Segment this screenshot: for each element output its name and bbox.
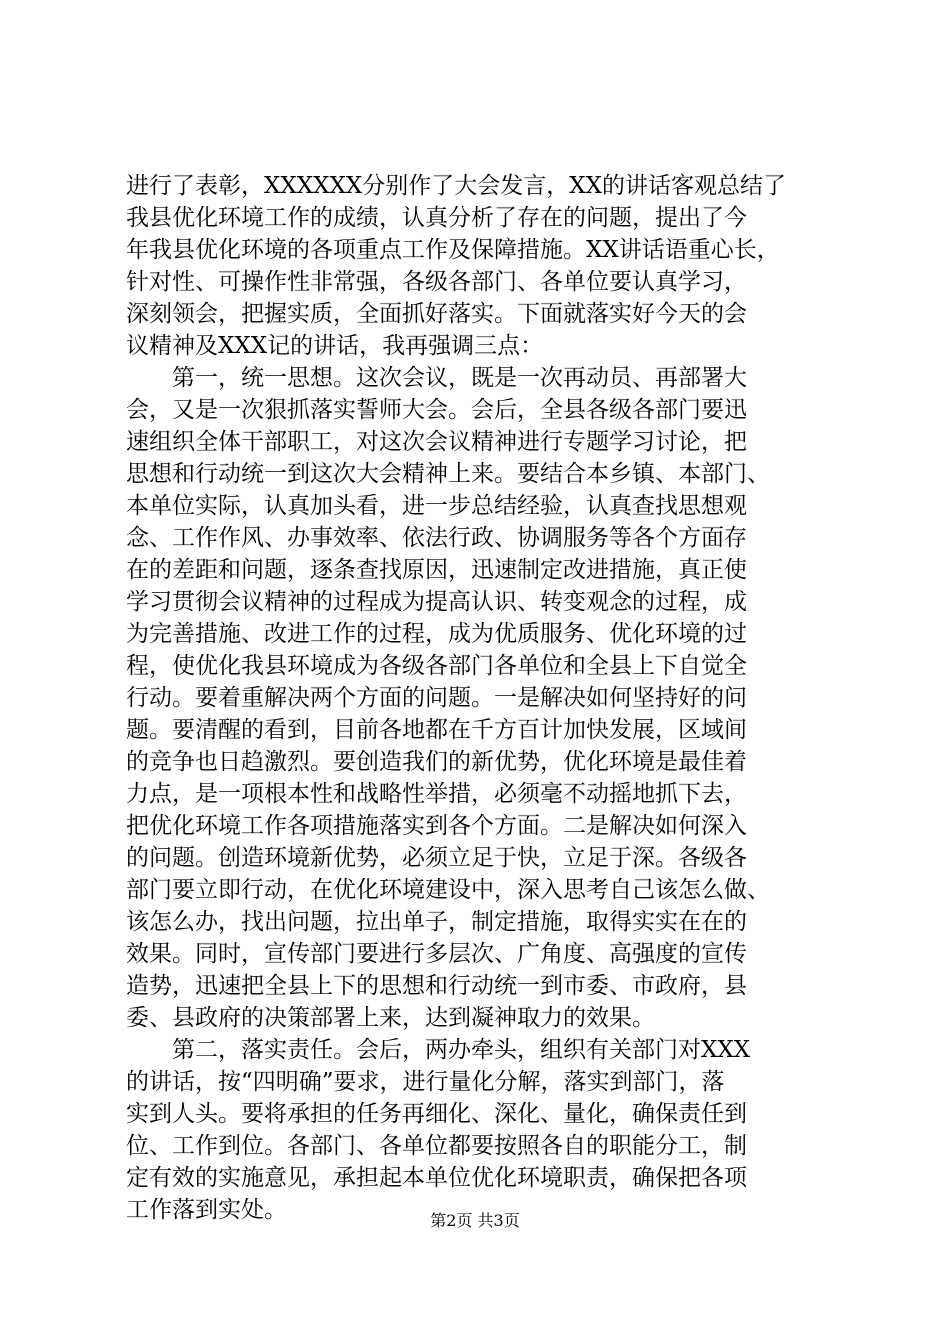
- text-line: 定有效的实施意见，承担起本单位优化环境职责，确保把各项: [126, 1165, 747, 1191]
- text-line: 第一，统一思想。这次会议，既是一次再动员、再部署大: [126, 365, 747, 391]
- text-line: 程，使优化我县环境成为各级各部门各单位和全县上下自觉全: [126, 653, 747, 679]
- text-line: 的讲话，按“四明确”要求，进行量化分解，落实到部门，落: [126, 1069, 725, 1095]
- text-line: 针对性、可操作性非常强，各级各部门、各单位要认真学习，: [126, 269, 747, 295]
- text-line: 造势，迅速把全县上下的思想和行动统一到市委、市政府，县: [126, 973, 747, 999]
- text-line: 议精神及XXX记的讲话，我再强调三点：: [126, 333, 544, 359]
- text-line: 深刻领会，把握实质，全面抓好落实。下面就落实好今天的会: [126, 301, 747, 327]
- text-line: 的竞争也日趋激烈。要创造我们的新优势，优化环境是最佳着: [126, 749, 747, 775]
- text-line: 部门要立即行动，在优化环境建设中，深入思考自己该怎么做、: [126, 877, 770, 903]
- text-line: 题。要清醒的看到，目前各地都在千方百计加快发展，区域间: [126, 717, 747, 743]
- text-line: 工作落到实处。: [126, 1197, 287, 1223]
- text-line: 实到人头。要将承担的任务再细化、深化、量化，确保责任到: [126, 1101, 747, 1127]
- text-line: 力点，是一项根本性和战略性举措，必须毫不动摇地抓下去，: [126, 781, 747, 807]
- text-line: 委、县政府的决策部署上来，达到凝神取力的效果。: [126, 1005, 655, 1031]
- text-line: 该怎么办，找出问题，拉出单子，制定措施，取得实实在在的: [126, 909, 747, 935]
- text-line: 念、工作作风、办事效率、依法行政、协调服务等各个方面存: [126, 525, 747, 551]
- text-line: 学习贯彻会议精神的过程成为提高认识、转变观念的过程，成: [126, 589, 747, 615]
- text-line: 本单位实际，认真加头看，进一步总结经验，认真查找思想观: [126, 493, 747, 519]
- text-line: 速组织全体干部职工，对这次会议精神进行专题学习讨论，把: [126, 429, 747, 455]
- page-footer: 第2页 共3页: [430, 1211, 520, 1230]
- text-line: 我县优化环境工作的成绩，认真分析了存在的问题，提出了今: [126, 205, 747, 231]
- text-line: 的问题。创造环境新优势，必须立足于快，立足于深。各级各: [126, 845, 747, 871]
- text-line: 效果。同时，宣传部门要进行多层次、广角度、高强度的宣传: [126, 941, 747, 967]
- text-line: 把优化环境工作各项措施落实到各个方面。二是解决如何深入: [126, 813, 747, 839]
- text-line: 为完善措施、改进工作的过程，成为优质服务、优化环境的过: [126, 621, 747, 647]
- text-line: 进行了表彰，XXXXXX分别作了大会发言，XX的讲话客观总结了: [126, 173, 786, 199]
- text-line: 位、工作到位。各部门、各单位都要按照各自的职能分工，制: [126, 1133, 747, 1159]
- text-line: 会，又是一次狠抓落实誓师大会。会后，全县各级各部门要迅: [126, 397, 747, 423]
- body-text: [126, 170, 838, 1226]
- text-line: 思想和行动统一到这次大会精神上来。要结合本乡镇、本部门、: [126, 461, 770, 487]
- text-line: 年我县优化环境的各项重点工作及保障措施。XX讲话语重心长，: [126, 237, 780, 263]
- text-line: 在的差距和问题，逐条查找原因，迅速制定改进措施，真正使: [126, 557, 747, 583]
- text-line: 行动。要着重解决两个方面的问题。一是解决如何坚持好的问: [126, 685, 747, 711]
- text-line: 第二，落实责任。会后，两办牵头，组织有关部门对XXX: [126, 1037, 751, 1063]
